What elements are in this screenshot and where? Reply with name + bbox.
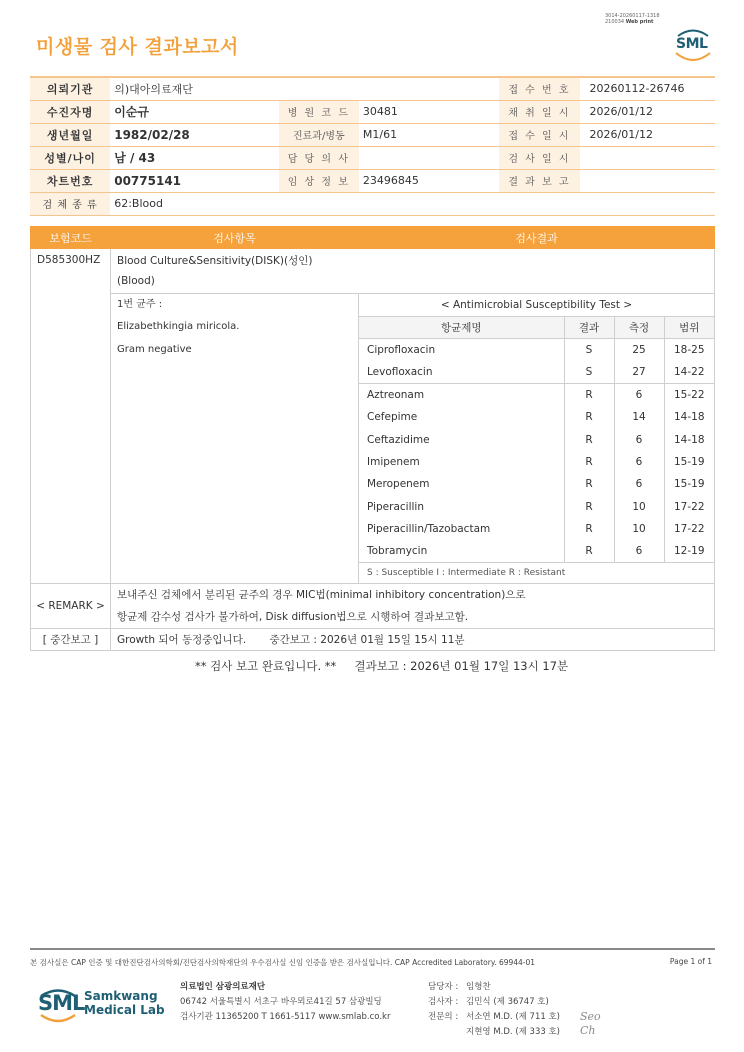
info-row bbox=[30, 192, 715, 215]
ast-drug: Ciprofloxacin bbox=[367, 344, 436, 357]
doctor-label: 담 당 의 사 bbox=[279, 146, 359, 169]
remark-label: < REMARK > bbox=[31, 583, 111, 628]
organism-cell bbox=[111, 294, 359, 584]
staff-row bbox=[428, 995, 560, 1010]
ast-result: R bbox=[564, 496, 614, 518]
organism-label: 1번 균주 : bbox=[117, 299, 163, 310]
info-row bbox=[30, 123, 715, 146]
sml-logo-text: SML bbox=[676, 36, 708, 52]
ast-drug: Piperacillin/Tazobactam bbox=[367, 523, 491, 536]
remark-line1: 보내주신 검체에서 분리된 균주의 경우 MIC법(minimal inhibitory concentration)으로 bbox=[117, 588, 526, 601]
ast-range: 15-19 bbox=[664, 473, 714, 495]
test-specimen: (Blood) bbox=[117, 275, 155, 287]
patient-name-value: 이순규 bbox=[110, 100, 278, 123]
interim-row bbox=[31, 628, 715, 650]
print-meta bbox=[605, 13, 660, 25]
staff-role: 검사자 : bbox=[428, 997, 459, 1007]
ast-measure: 6 bbox=[614, 473, 664, 495]
ast-range: 18-25 bbox=[664, 339, 714, 361]
staff-row bbox=[428, 980, 560, 995]
info-row bbox=[30, 146, 715, 169]
chart-no-value: 00775141 bbox=[110, 169, 278, 192]
remark-line2: 항균제 감수성 검사가 불가하여, Disk diffusion법으로 시행하여 결과보고함. bbox=[117, 610, 469, 623]
clinical-info-value: 23496845 bbox=[359, 169, 499, 192]
test-date-label: 검 사 일 시 bbox=[499, 146, 579, 169]
gram-stain: Gram negative bbox=[117, 343, 192, 355]
ast-drug: Aztreonam bbox=[367, 389, 425, 401]
ast-row bbox=[359, 496, 714, 518]
staff-role: 전문의 : bbox=[428, 1012, 459, 1022]
ast-table bbox=[359, 294, 714, 583]
test-name-cell bbox=[111, 249, 715, 294]
ast-measure: 25 bbox=[614, 339, 664, 361]
staff-name: 임형찬 bbox=[466, 982, 491, 992]
ast-row bbox=[359, 339, 714, 361]
page-number: Page 1 of 1 bbox=[669, 957, 712, 966]
corp-name: 의료법인 삼광의료재단 bbox=[180, 982, 266, 992]
ast-header-result: 결과 bbox=[564, 316, 614, 338]
ast-drug: Ceftazidime bbox=[367, 433, 430, 446]
remark-row bbox=[31, 583, 715, 628]
hospital-code-value: 30481 bbox=[359, 100, 499, 123]
ast-measure: 14 bbox=[614, 406, 664, 428]
report-value bbox=[580, 169, 715, 192]
ast-header-measure: 측정 bbox=[614, 316, 664, 338]
ast-cell bbox=[359, 294, 715, 584]
ast-measure: 6 bbox=[614, 428, 664, 450]
ast-row bbox=[359, 361, 714, 383]
ast-measure: 6 bbox=[614, 451, 664, 473]
ast-row bbox=[359, 518, 714, 540]
ast-row bbox=[359, 406, 714, 428]
ast-drug: Imipenem bbox=[367, 455, 420, 468]
ast-measure: 27 bbox=[614, 361, 664, 383]
specimen-label: 검 체 종 류 bbox=[30, 192, 110, 215]
print-meta-code: 210034 bbox=[605, 19, 625, 25]
collection-date-label: 채 취 일 시 bbox=[499, 100, 579, 123]
staff-role bbox=[428, 1025, 466, 1040]
header-test-result: 검사결과 bbox=[359, 227, 715, 249]
specimen-value: 62:Blood bbox=[110, 192, 715, 215]
print-meta-line2 bbox=[605, 19, 660, 25]
ast-drug: Levofloxacin bbox=[359, 361, 564, 383]
samkwang-brand bbox=[38, 985, 168, 1025]
ast-drug: Cefepime bbox=[367, 411, 418, 424]
ast-title: < Antimicrobial Susceptibility Test > bbox=[359, 294, 714, 316]
staff-name: 김민식 (제 36747 호) bbox=[466, 997, 549, 1007]
ast-drug: Tobramycin bbox=[367, 545, 428, 558]
info-row bbox=[30, 77, 715, 100]
corp-address: 06742 서울특별시 서초구 바우뫼로41길 57 삼광빌딩 bbox=[180, 997, 382, 1007]
completion-notice: ** 검사 보고 완료입니다. ** 결과보고 : 2026년 01월 17일 13시 17분 bbox=[195, 659, 569, 673]
header-test-item: 검사항목 bbox=[111, 227, 359, 249]
ast-range: 14-22 bbox=[664, 361, 714, 383]
birth-label: 생년월일 bbox=[30, 123, 110, 146]
ast-result: R bbox=[564, 518, 614, 540]
ast-row bbox=[359, 451, 714, 473]
corp-info bbox=[180, 980, 390, 1025]
ast-legend: S : Susceptible I : Intermediate R : Resistant bbox=[359, 563, 714, 583]
ast-range: 12-19 bbox=[664, 540, 714, 562]
result-table bbox=[30, 226, 715, 651]
ast-row bbox=[359, 473, 714, 495]
web-print-label: Web print bbox=[625, 19, 654, 25]
doctor-value bbox=[359, 146, 499, 169]
sex-age-label: 성별/나이 bbox=[30, 146, 110, 169]
ast-measure: 10 bbox=[614, 496, 664, 518]
hospital-code-label: 병 원 코 드 bbox=[279, 100, 359, 123]
ast-row bbox=[359, 428, 714, 450]
staff-name: 지현영 M.D. (제 333 호) bbox=[466, 1027, 561, 1037]
info-row bbox=[30, 169, 715, 192]
insurance-code: D585300HZ bbox=[31, 249, 111, 584]
sex-age-value: 남 / 43 bbox=[110, 146, 278, 169]
organism-row bbox=[31, 294, 715, 584]
cap-accreditation: 본 검사실은 CAP 인증 및 대한진단검사의학회/진단검사의학재단의 우수검사실 신임 인증을 받은 검사실입니다. CAP Accredited Laboratory. 69944-01 bbox=[30, 958, 536, 967]
brand-logo bbox=[38, 985, 85, 1025]
receipt-date-label: 접 수 일 시 bbox=[499, 123, 579, 146]
dept-ward-label: 진료과/병동 bbox=[279, 123, 359, 146]
receipt-date-value: 2026/01/12 bbox=[580, 123, 715, 146]
receipt-no-label: 접 수 번 호 bbox=[499, 77, 579, 100]
ast-result: S bbox=[564, 339, 614, 361]
ast-range: 17-22 bbox=[664, 518, 714, 540]
interim-label: [ 중간보고 ] bbox=[31, 628, 111, 650]
corp-contact: 검사기관 11365200 T 1661-5117 www.smlab.co.kr bbox=[180, 1012, 391, 1022]
receipt-no-value: 20260112-26746 bbox=[580, 77, 715, 100]
brand-name bbox=[84, 989, 165, 1017]
test-row bbox=[31, 249, 715, 294]
ast-measure: 10 bbox=[614, 518, 664, 540]
print-meta-line1: 3014-20260117-1318 bbox=[605, 13, 660, 19]
ast-body bbox=[359, 339, 714, 563]
brand-logo-text: SML bbox=[38, 991, 85, 1015]
brand-name-line1: Samkwang bbox=[84, 989, 158, 1003]
birth-value: 1982/02/28 bbox=[110, 123, 278, 146]
staff-info bbox=[428, 980, 560, 1040]
ast-result: R bbox=[564, 406, 614, 428]
ast-range: 14-18 bbox=[664, 406, 714, 428]
staff-name: 서소연 M.D. (제 711 호) bbox=[466, 1012, 561, 1022]
ast-range: 15-22 bbox=[664, 384, 714, 406]
brand-name-line2: Medical Lab bbox=[84, 1003, 165, 1017]
ast-range: 14-18 bbox=[664, 428, 714, 450]
organism-name: Elizabethkingia miricola. bbox=[117, 321, 240, 333]
patient-info-table bbox=[30, 76, 715, 216]
ast-result: R bbox=[564, 428, 614, 450]
ast-measure: 6 bbox=[614, 540, 664, 562]
clinical-info-label: 임 상 정 보 bbox=[279, 169, 359, 192]
report-label: 결 과 보 고 bbox=[499, 169, 579, 192]
interim-text: Growth 되어 동정중입니다. 중간보고 : 2026년 01월 15일 15시 11분 bbox=[111, 628, 715, 650]
signature bbox=[580, 1010, 601, 1038]
chart-no-label: 차트번호 bbox=[30, 169, 110, 192]
ast-result: R bbox=[564, 384, 614, 406]
ast-range: 17-22 bbox=[664, 496, 714, 518]
ast-result: R bbox=[564, 540, 614, 562]
test-name: Blood Culture&Sensitivity(DISK)(성인) bbox=[117, 255, 313, 267]
sml-logo bbox=[672, 27, 714, 63]
ast-header-range: 범위 bbox=[664, 316, 714, 338]
patient-name-label: 수진자명 bbox=[30, 100, 110, 123]
staff-role: 담당자 : bbox=[428, 982, 459, 992]
staff-row bbox=[428, 1010, 560, 1025]
header-insurance-code: 보험코드 bbox=[31, 227, 111, 249]
requester-value: 의)대아의료재단 bbox=[110, 77, 499, 100]
ast-drug: Meropenem bbox=[367, 478, 430, 491]
ast-result: R bbox=[564, 451, 614, 473]
signature-2: Ch bbox=[580, 1024, 596, 1037]
result-header-row bbox=[31, 227, 715, 249]
footer-divider bbox=[30, 948, 715, 950]
ast-range: 15-19 bbox=[664, 451, 714, 473]
ast-header-row bbox=[359, 316, 714, 338]
ast-row bbox=[359, 384, 714, 406]
requester-label: 의뢰기관 bbox=[30, 77, 110, 100]
ast-measure: 6 bbox=[614, 384, 664, 406]
dept-ward-value: M1/61 bbox=[359, 123, 499, 146]
ast-result: S bbox=[564, 361, 614, 383]
ast-result: R bbox=[564, 473, 614, 495]
test-date-value bbox=[580, 146, 715, 169]
staff-row bbox=[428, 1025, 560, 1040]
info-row bbox=[30, 100, 715, 123]
ast-row bbox=[359, 540, 714, 562]
report-title: 미생물 검사 결과보고서 bbox=[36, 36, 239, 58]
ast-header-drug: 항균제명 bbox=[359, 316, 564, 338]
remark-text bbox=[111, 583, 715, 628]
signature-1: Seo bbox=[580, 1010, 601, 1023]
ast-drug: Piperacillin bbox=[367, 500, 424, 513]
collection-date-value: 2026/01/12 bbox=[580, 100, 715, 123]
